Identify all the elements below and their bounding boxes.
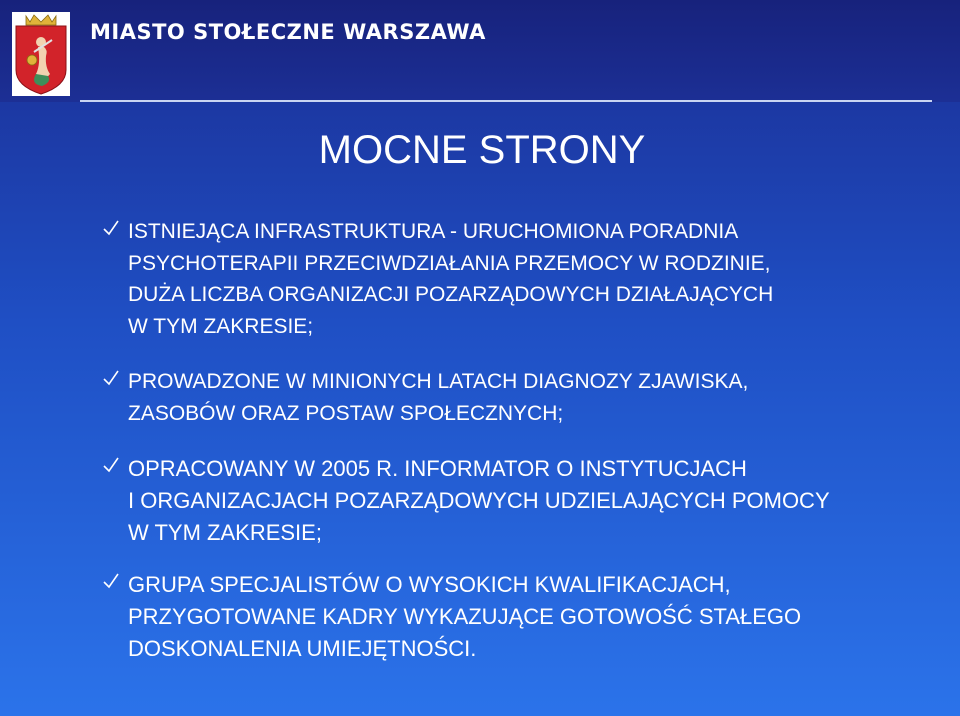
bullet-line: W TYM ZAKRESIE; <box>128 520 322 545</box>
checkmark-icon <box>102 571 120 591</box>
bullet-line: W TYM ZAKRESIE; <box>128 314 314 338</box>
organization-name: MIASTO STOŁECZNE WARSZAWA <box>90 20 486 44</box>
bullet-item <box>102 216 773 342</box>
bullet-line: PRZYGOTOWANE KADRY WYKAZUJĄCE GOTOWOŚĆ STAŁEGO <box>128 604 802 629</box>
bullet-item <box>102 366 748 429</box>
header-band <box>0 0 960 102</box>
bullet-line: DUŻA LICZBA ORGANIZACJI POZARZĄDOWYCH DZIAŁAJĄCYCH <box>128 283 774 306</box>
bullet-line: ZASOBÓW ORAZ POSTAW SPOŁECZNYCH; <box>128 401 564 425</box>
checkmark-icon <box>102 455 120 475</box>
checkmark-icon <box>102 218 120 238</box>
bullet-line: I ORGANIZACJACH POZARZĄDOWYCH UDZIELAJĄCYCH POMOCY <box>128 488 830 513</box>
bullet-item <box>102 453 830 549</box>
warsaw-coat-of-arms-icon <box>12 12 70 96</box>
bullet-line: PSYCHOTERAPII PRZECIWDZIAŁANIA PRZEMOCY W RODZINIE, <box>128 251 771 275</box>
bullet-line: PROWADZONE W MINIONYCH LATACH DIAGNOZY ZJAWISKA, <box>128 370 749 393</box>
header-divider <box>80 100 932 102</box>
bullet-line: DOSKONALENIA UMIEJĘTNOŚCI. <box>128 636 477 661</box>
bullet-line: GRUPA SPECJALISTÓW O WYSOKICH KWALIFIKACJACH, <box>128 572 731 597</box>
checkmark-icon <box>102 368 120 388</box>
bullet-line: ISTNIEJĄCA INFRASTRUKTURA - URUCHOMIONA PORADNIA <box>128 220 739 243</box>
slide-title-text: MOCNE STRONY <box>318 128 646 172</box>
bullet-line: OPRACOWANY W 2005 R. INFORMATOR O INSTYTUCJACH <box>128 456 747 481</box>
slide-title <box>0 128 960 173</box>
bullet-item <box>102 569 801 665</box>
